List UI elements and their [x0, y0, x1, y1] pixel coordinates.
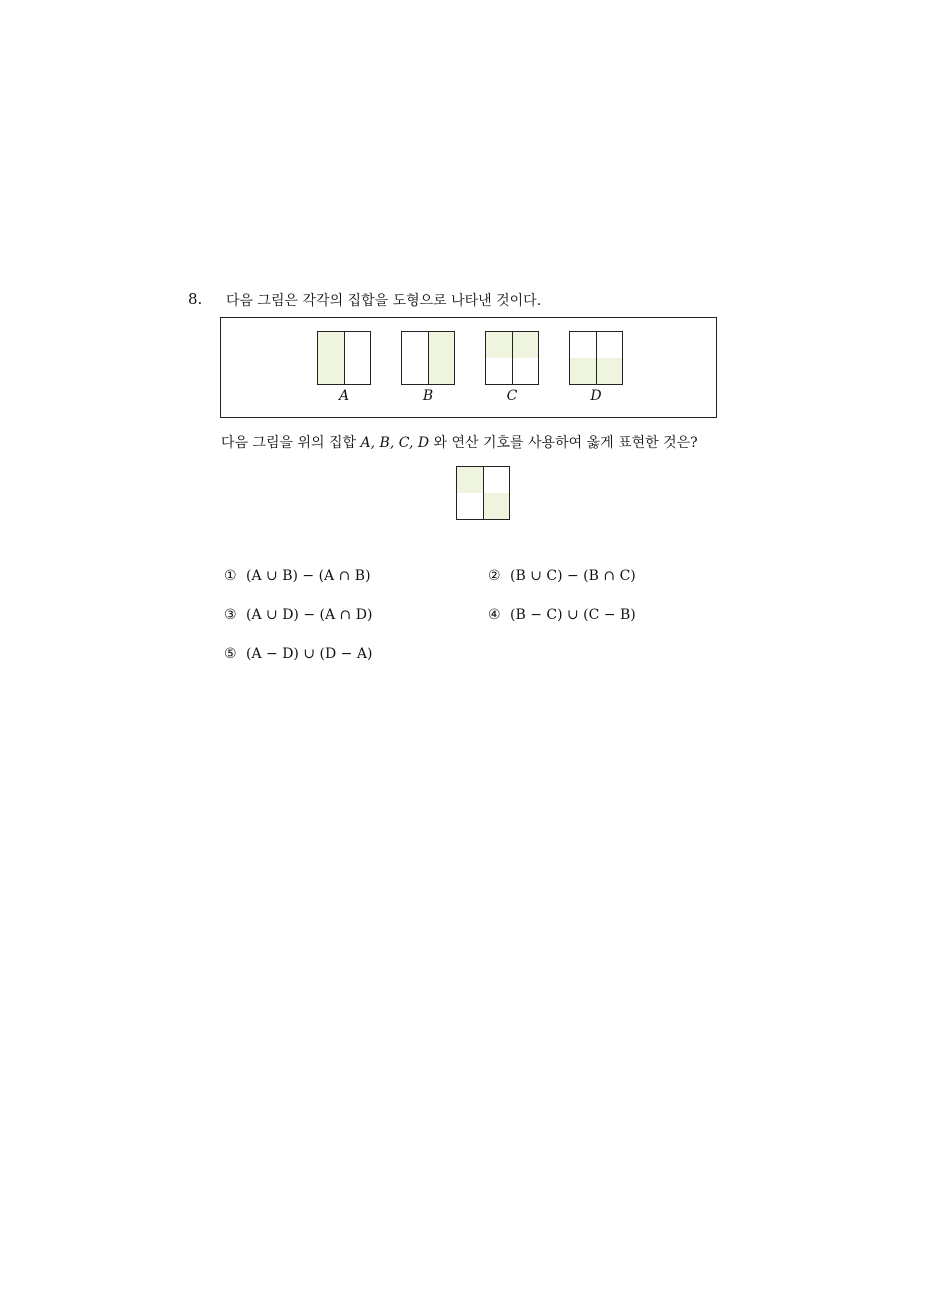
shaded-region: [429, 332, 454, 384]
choice-expression: (B − C) ∪ (C − B): [510, 607, 636, 623]
figure-label-c: C: [506, 388, 518, 404]
figure-a: [317, 331, 371, 385]
figure-c: [485, 331, 539, 385]
choice-5[interactable]: [224, 646, 372, 662]
choice-2[interactable]: [488, 568, 636, 584]
subquestion-text: [221, 432, 698, 452]
subquestion-sets: A, B, C, D: [360, 435, 430, 451]
choice-mark: ①: [224, 568, 237, 584]
divider-line: [428, 332, 429, 384]
shaded-region-bottom-right: [484, 493, 509, 519]
choice-mark: ④: [488, 607, 501, 623]
figure-label-b: B: [422, 388, 434, 404]
choice-mark: ②: [488, 568, 501, 584]
choice-expression: (A ∪ D) − (A ∩ D): [246, 607, 373, 623]
choice-3[interactable]: [224, 607, 372, 623]
subquestion-after: 와 연산 기호를 사용하여 옳게 표현한 것은?: [433, 435, 698, 451]
divider-line: [344, 332, 345, 384]
question-text: 다음 그림은 각각의 집합을 도형으로 나타낸 것이다.: [226, 293, 542, 309]
subquestion-before: 다음 그림을 위의 집합: [221, 435, 357, 451]
figure-label-a: A: [338, 388, 350, 404]
divider-line: [512, 332, 513, 384]
choice-mark: ③: [224, 607, 237, 623]
divider-line: [596, 332, 597, 384]
figure-b: [401, 331, 455, 385]
choice-expression: (A ∪ B) − (A ∩ B): [246, 568, 371, 584]
question-number: 8.: [188, 290, 203, 308]
choice-4[interactable]: [488, 607, 636, 623]
figure-box: [220, 317, 717, 418]
choice-expression: (B ∪ C) − (B ∩ C): [510, 568, 636, 584]
target-figure: [456, 466, 510, 520]
figure-d: [569, 331, 623, 385]
shaded-region-top-left: [457, 467, 483, 493]
figure-label-d: D: [590, 388, 602, 404]
shaded-region: [318, 332, 344, 384]
divider-line: [483, 467, 484, 519]
choice-expression: (A − D) ∪ (D − A): [246, 646, 373, 662]
choice-mark: ⑤: [224, 646, 237, 662]
choice-1[interactable]: [224, 568, 371, 584]
